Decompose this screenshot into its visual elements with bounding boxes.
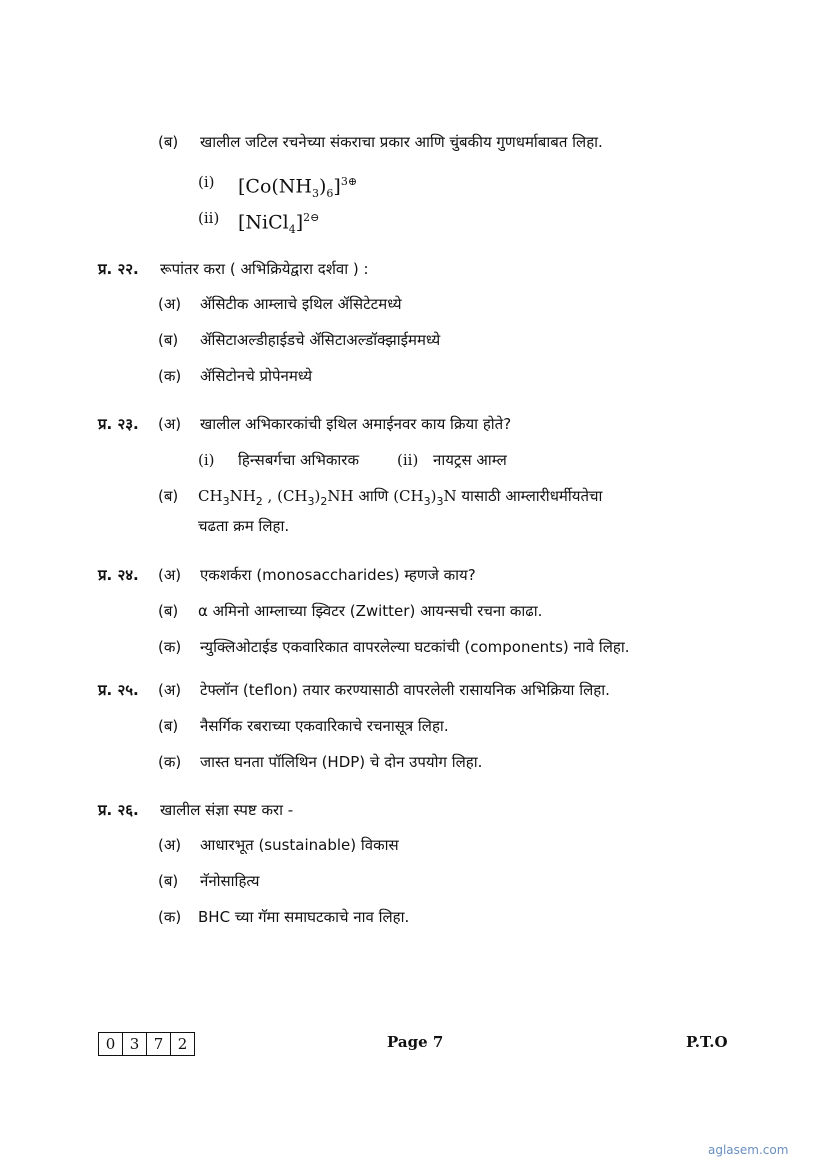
q23a-ii-label: (ii) (397, 451, 419, 469)
q24c-label: (क) (158, 638, 182, 656)
q26-number: प्र. २६. (98, 801, 139, 819)
q23a-label: (अ) (158, 415, 182, 433)
q25a-label: (अ) (158, 681, 182, 699)
q26c-text: BHC च्या गॅमा समाघटकाचे नाव लिहा. (198, 908, 410, 926)
q22c-text: ॲसिटोनचे प्रोपेनमध्ये (200, 367, 313, 385)
q21b-i-label: (i) (198, 173, 215, 191)
paper-code-boxes (98, 1032, 195, 1056)
q24c-text: न्युक्लिओटाईड एकवारिकात वापरलेल्या घटकांची (components) नावे लिहा. (200, 638, 630, 656)
q24a-text: एकशर्करा (monosaccharides) म्हणजे काय? (200, 566, 476, 584)
q25-number: प्र. २५. (98, 681, 139, 699)
q22-number: प्र. २२. (98, 260, 139, 278)
q23b-label: (ब) (158, 487, 179, 505)
q22a-label: (अ) (158, 295, 182, 313)
q21b-text: खालील जटिल रचनेच्या संकराचा प्रकार आणि चुंबकीय गुणधर्माबाबत लिहा. (200, 133, 603, 151)
paper-code-digit: 7 (147, 1033, 171, 1055)
watermark: aglasem.com (708, 1143, 789, 1157)
q23b-text2: चढता क्रम लिहा. (198, 517, 290, 535)
page-number: Page 7 (387, 1033, 444, 1051)
q23a-i-label: (i) (198, 451, 215, 469)
pto-marker: P.T.O (686, 1033, 728, 1051)
q21b-ii-formula: [NiCl$_4$]$^{2⊖}$ (238, 211, 320, 237)
q25a-text: टेफ्लॉन (teflon) तयार करण्यासाठी वापरलेली रासायनिक अभिक्रिया लिहा. (200, 681, 610, 699)
q22b-label: (ब) (158, 331, 179, 349)
q22a-text: ॲसिटीक आम्लाचे इथिल ॲसिटेटमध्ये (200, 295, 402, 313)
q24b-text: α अमिनो आम्लाच्या झ्विटर (Zwitter) आयन्सची रचना काढा. (198, 602, 543, 620)
q26a-text: आधारभूत (sustainable) विकास (200, 836, 399, 854)
q22b-text: ॲसिटाअल्डीहाईडचे ॲसिटाअल्डॉक्झाईममध्ये (200, 331, 441, 349)
q24a-label: (अ) (158, 566, 182, 584)
q24b-label: (ब) (158, 602, 179, 620)
q23a-i-text: हिन्सबर्गचा अभिकारक (238, 451, 359, 469)
q26b-label: (ब) (158, 872, 179, 890)
q23b-text: $CH_3NH_2$ , $(CH_3)_2NH$ आणि $(CH_3)_3N$ यासाठी आम्लारीधर्मीयतेचा (198, 487, 603, 508)
q25b-label: (ब) (158, 717, 179, 735)
q22c-label: (क) (158, 367, 182, 385)
q23-number: प्र. २३. (98, 415, 139, 433)
q25b-text: नैसर्गिक रबराच्या एकवारिकाचे रचनासूत्र लिहा. (200, 717, 449, 735)
q23a-text: खालील अभिकारकांची इथिल अमाईनवर काय क्रिया होते? (200, 415, 512, 433)
paper-code-digit: 0 (99, 1033, 123, 1055)
q25c-text: जास्त घनता पॉलिथिन (HDP) चे दोन उपयोग लिहा. (200, 753, 483, 771)
q23a-ii-text: नायट्रस आम्ल (433, 451, 507, 469)
q21b-i-formula: $[Co(NH_3)_6]^{3\oplus}$ (238, 175, 358, 201)
q26a-label: (अ) (158, 836, 182, 854)
paper-code-digit: 2 (177, 1035, 188, 1053)
q26-text: खालील संज्ञा स्पष्ट करा - (160, 801, 294, 819)
q26c-label: (क) (158, 908, 182, 926)
q21b-label: (ब) (158, 133, 179, 151)
q26b-text: नॅनोसाहित्य (200, 872, 260, 890)
q21b-ii-label: (ii) (198, 209, 220, 227)
paper-code-digit: 3 (123, 1033, 147, 1055)
q24-number: प्र. २४. (98, 566, 139, 584)
q22-text: रूपांतर करा ( अभिक्रियेद्वारा दर्शवा ) : (160, 260, 369, 278)
q25c-label: (क) (158, 753, 182, 771)
